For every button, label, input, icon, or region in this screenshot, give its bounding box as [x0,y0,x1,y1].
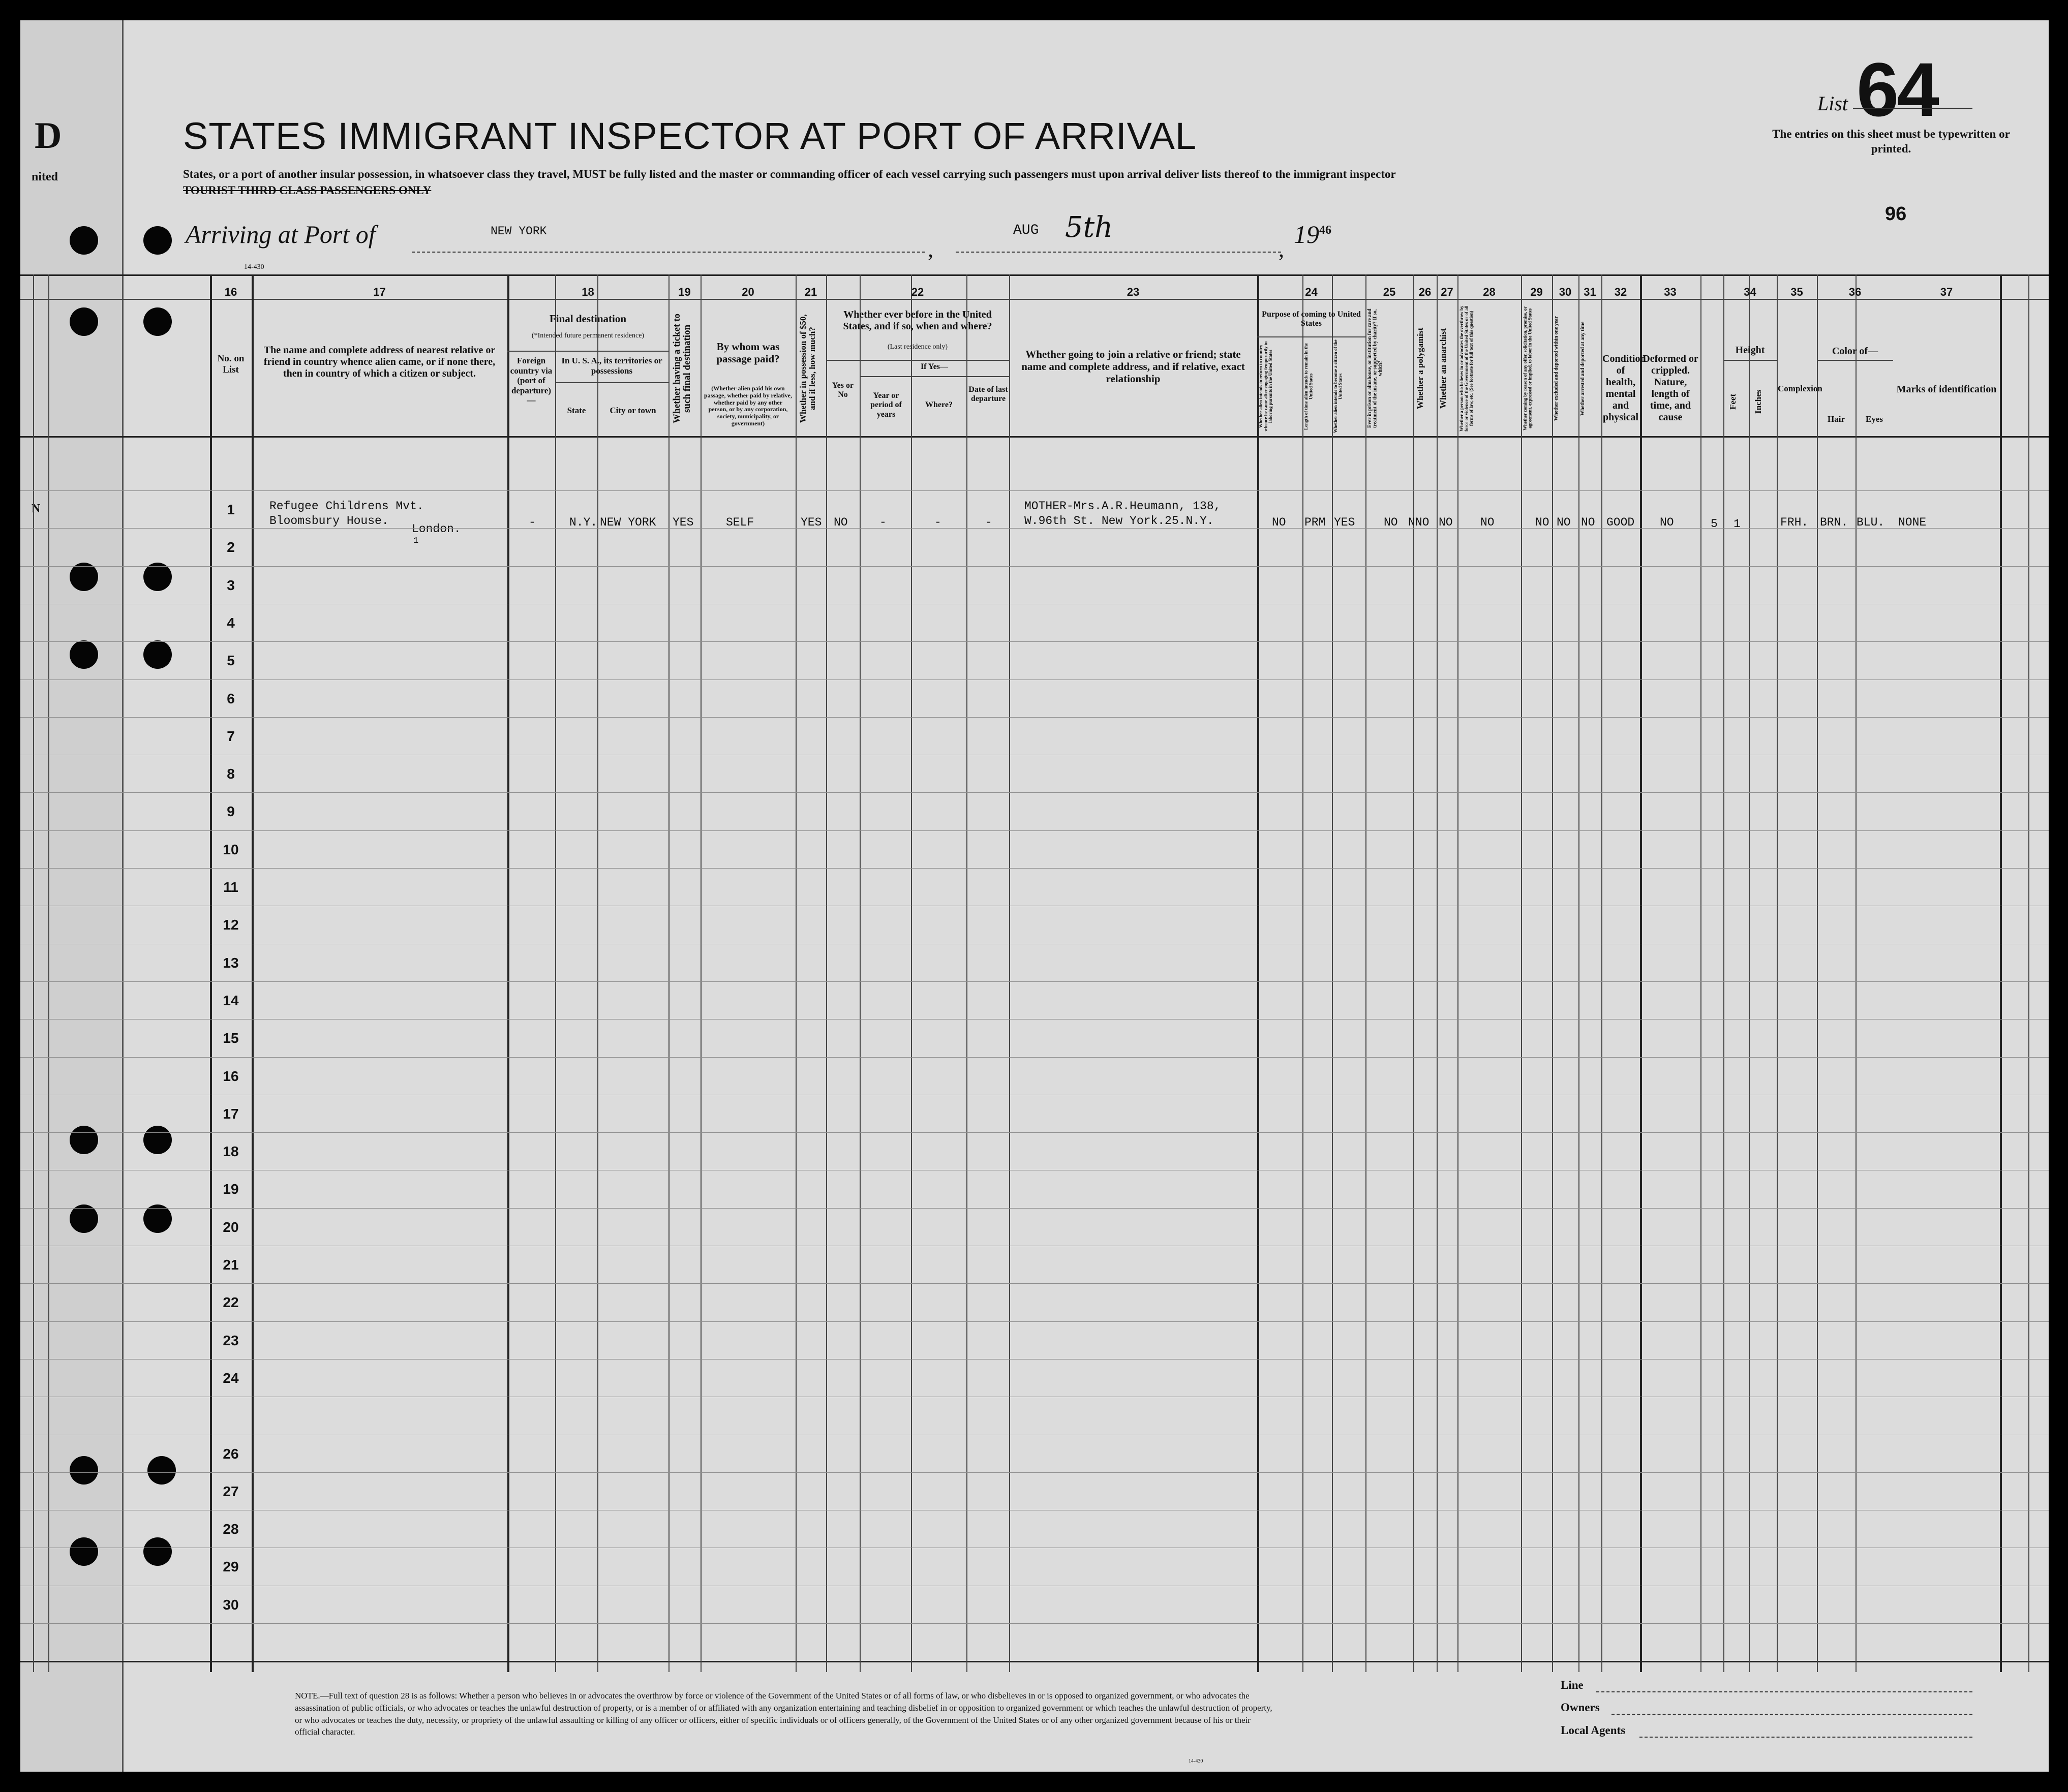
row-number: 19 [223,1181,239,1197]
row-number: 9 [227,804,235,819]
entry-anarchist: NO [1439,516,1453,529]
row-number: 7 [227,728,235,744]
header-hair: Hair [1828,414,1845,424]
col18-subdivider [507,351,668,352]
header-length-of-stay: Length of time alien intends to remain in the United States [1303,343,1314,430]
header-no-on-list: No. on List [217,353,245,375]
row-number: 20 [223,1219,239,1235]
row-number: 18 [223,1144,239,1159]
entry-polygamist: NNO [1408,516,1430,529]
punch-hole [70,640,98,669]
list-note: The entries on this sheet must be typewritten or printed. [1772,128,2010,155]
row-number: 8 [227,766,235,782]
column-rule [796,274,797,1672]
list-label: List [1817,92,1848,115]
entry-where: - [934,516,941,529]
column-rule [1009,274,1010,1672]
header-in-usa: In U. S. A., its territories or possessions [561,356,662,376]
row-rule [20,1623,2049,1624]
entry-relative-line2: Bloomsbury House. [269,514,389,528]
column-rule [210,274,212,1672]
colnum-35: 35 [1790,286,1803,298]
row-number: 1 [227,502,235,517]
row-number: 29 [223,1559,239,1574]
column-rule [1601,274,1602,1672]
entry-length-of-stay: PRM [1304,516,1326,529]
row-number: 14 [223,993,239,1008]
entry-deported: NO [1581,516,1595,529]
header-final-destination-note: (*Intended future permanent residence) [531,332,645,339]
column-rule [1437,274,1438,1672]
row-rule [20,1132,2049,1133]
column-rule [33,274,34,1672]
colnum-27: 27 [1441,286,1453,298]
entry-labor-offer: NO [1535,516,1549,529]
header-marks: Marks of identification [1896,384,1997,395]
row-rule [20,792,2049,793]
row-rule [20,528,2049,529]
colnum-34: 34 [1744,286,1756,298]
colnum-22: 22 [911,286,924,298]
entry-health: GOOD [1606,516,1635,529]
column-rule [555,274,556,1672]
manifest-sheet [20,20,2049,1772]
punch-hole [143,307,172,336]
punch-hole [70,1126,98,1154]
entry-prison: NO [1384,516,1398,529]
punch-hole [143,563,172,591]
header-prison: Ever in prison or almshouse, or institution for care and treatment of the insane, or supported by charity? If so, which? [1367,308,1383,428]
table-top-border [20,274,2049,276]
row-number: 17 [223,1106,239,1122]
header-bottom-border [20,436,2049,438]
left-fragment-1: D [35,115,62,157]
entry-citizen-intent: YES [1334,516,1355,529]
column-rule [1257,274,1259,1672]
owners-field [1611,1714,1972,1715]
header-city-or-town: City or town [610,406,656,415]
punch-hole [143,1537,172,1566]
entry-years: - [879,516,887,529]
column-rule [1552,274,1553,1672]
row-rule [20,1283,2049,1284]
list-number: 64 [1857,47,1937,132]
colnum-23: 23 [1127,286,1140,298]
colnum-24: 24 [1305,286,1318,298]
table-bottom-border [20,1661,2049,1662]
column-rule [701,274,702,1672]
footnote-question-28: NOTE.—Full text of question 28 is as follows: Whether a person who believes in or advocates the overthrow by force or violence of the Government of the United States or of all forms of law, or who disbelieves in or is opposed to organized government, or who advocates the assassination of public officials, or who advocates or teaches the unlawful destruction of property, or is a member of or affiliated with any organization entertaining and teaching disbelief in or opposition to organized government or which teaches the unlawful destruction of property, or who advocates or teaches the duty, necessity, or propriety of the unlawful assaulting or killing of any officer or officers, either of specific individuals or of officers generally, of the Government of the United States or of any other organized government because of his or their official character. [295,1691,1272,1737]
header-yes-or-no: Yes or No [832,381,854,399]
entry-return-intent: NO [1272,516,1286,529]
left-fragment-3: N [32,502,41,515]
left-page-strip [20,20,124,1772]
entry-passage-paid: SELF [726,516,754,529]
local-agents-field [1639,1737,1972,1738]
header-feet: Feet [1728,393,1738,410]
comma: , [1279,237,1284,262]
entry-marks: NONE [1898,516,1927,529]
row-number: 11 [223,879,238,895]
header-where: Where? [925,400,953,409]
row-number: 13 [223,955,239,971]
colnum-25: 25 [1383,286,1396,298]
header-foreign-country: Foreign country via (port of departure)— [510,356,553,406]
row-number: 16 [223,1068,239,1084]
year-prefix: 19 [1294,220,1319,249]
entry-state: N.Y. [569,516,598,529]
column-rule [1578,274,1579,1672]
owners-label: Owners [1561,1701,1600,1714]
row-number: 30 [223,1597,239,1613]
column-rule [1749,274,1750,1672]
sheet-number: 96 [1885,203,1907,225]
colnum-17: 17 [373,286,386,298]
punch-hole [143,1204,172,1233]
row-number: 23 [223,1333,239,1348]
header-labor-offer: Whether coming by reason of any offer, solicitation, promise, or agreement, expressed or implied, to labor in the United States [1523,306,1533,431]
header-before-in-us: Whether ever before in the United States, and if so, when and where? [843,309,992,332]
year-suffix: 46 [1319,224,1331,237]
line-label: Line [1561,1679,1584,1691]
column-rule [860,274,861,1672]
header-deformed: Deformed or crippled. Nature, length of time, and cause [1643,353,1698,423]
header-deported: Whether arrested and deported at any time [1580,321,1586,416]
header-return-intent: Whether alien intends to return to country whence he came after engaging temporarily in laboring pursuits in the United States [1258,341,1273,432]
entry-relative-city: London. [412,522,461,536]
header-eyes: Eyes [1866,414,1883,424]
column-rule [252,274,254,1672]
punch-hole [143,640,172,669]
punch-hole [143,226,172,255]
port-line [412,252,925,253]
header-color-of: Color of— [1832,346,1878,357]
column-rule [1413,274,1414,1672]
page-title: STATES IMMIGRANT INSPECTOR AT PORT OF ARRIVAL [183,115,1197,157]
header-if-yes: If Yes— [920,362,949,371]
header-excluded: Whether excluded and deported within one year [1554,316,1559,421]
colnum-28: 28 [1483,286,1496,298]
col22-subdivider [860,376,1009,377]
colnum-30: 30 [1559,286,1572,298]
row-rule [20,641,2049,642]
column-rule [48,274,49,1672]
entry-fifty-dollars: YES [801,516,822,529]
header-last-departure: Date of last departure [968,385,1008,404]
header-health: Condition of health, mental and physical [1602,353,1646,423]
punch-hole [70,226,98,255]
header-before-in-us-note: (Last residence only) [887,343,948,351]
punch-hole [70,1537,98,1566]
column-rule [1365,274,1366,1672]
struck-class-line: TOURIST THIRD CLASS PASSENGERS ONLY [183,184,432,197]
row-rule [20,830,2049,831]
row-number: 22 [223,1294,239,1310]
row-number: 28 [223,1521,239,1537]
entry-inches: 1 [1734,517,1741,531]
header-purpose: Purpose of coming to United States [1262,310,1361,328]
entry-relative-mark: 1 [413,536,419,546]
entry-foreign-country: - [529,516,536,529]
colnum-36: 36 [1848,286,1862,298]
row-number: 4 [227,615,235,631]
entry-feet: 5 [1711,517,1718,531]
column-rule [1302,274,1303,1672]
column-rule [826,274,827,1672]
col22-subdivider [826,360,1009,361]
colnum-29: 29 [1530,286,1543,298]
punch-hole [143,1126,172,1154]
column-rule [1817,274,1818,1672]
header-complexion: Complexion [1778,384,1822,393]
column-rule [966,274,967,1672]
column-rule [507,274,509,1672]
column-rule [2000,274,2002,1672]
row-rule [20,566,2049,567]
column-rule [1700,274,1701,1672]
port-value: NEW YORK [491,225,547,238]
row-rule [20,981,2049,982]
punch-hole [70,563,98,591]
arriving-label: Arriving at Port of [186,220,376,249]
colnum-37: 37 [1940,286,1953,298]
local-agents-label: Local Agents [1561,1724,1626,1737]
row-rule [20,1057,2049,1058]
entry-deformed: NO [1660,516,1674,529]
entry-before-in-us: NO [834,516,848,529]
header-overthrow: Whether a person who believes in or advocates the overthrow by force or violence of the Government of the United States or of all forms of law, etc. (See footnote for full text of this question) [1459,305,1474,431]
entry-city: NEW YORK [600,516,656,529]
row-rule [20,868,2049,869]
form-code-top: 14-430 [244,263,264,271]
header-years: Year or period of years [870,391,902,419]
row-number: 12 [223,917,239,933]
header-state: State [567,406,586,415]
row-number: 24 [223,1370,239,1386]
colnum-33: 33 [1664,286,1677,298]
header-relative-address: The name and complete address of nearest relative or friend in country whence alien came, or if none there, then in country of which a citizen or subject. [263,345,496,379]
col36-subdivider [1817,360,1893,361]
header-height: Height [1735,345,1765,356]
row-rule [20,1208,2049,1209]
row-rule [20,1321,2049,1322]
row-number: 5 [227,653,235,668]
colnum-18: 18 [582,286,594,298]
header-ticket: Whether having a ticket to such final destination [672,313,692,424]
header-join-relative: Whether going to join a relative or friend; state name and complete address, and if relative, exact relationship [1021,348,1245,385]
punch-hole [70,307,98,336]
row-number: 15 [223,1030,239,1046]
comma: , [928,237,933,262]
left-fragment-2: nited [32,170,58,183]
column-rule [1777,274,1778,1672]
punch-hole [70,1456,98,1485]
row-number: 2 [227,539,235,555]
header-final-destination: Final destination [549,313,627,325]
row-number: 21 [223,1257,239,1273]
colnum-20: 20 [742,286,754,298]
column-rule [1521,274,1522,1672]
column-rule [597,274,598,1672]
header-inches: Inches [1753,389,1763,414]
entry-last-departure: - [985,516,992,529]
col34-subdivider [1723,360,1777,361]
row-rule [20,1359,2049,1360]
colnum-19: 19 [678,286,691,298]
header-polygamist: Whether a polygamist [1415,327,1425,410]
colnum-21: 21 [804,286,817,298]
colnum-32: 32 [1614,286,1627,298]
entry-join-line1: MOTHER-Mrs.A.R.Heumann, 138, [1024,500,1221,513]
column-rule [1723,274,1724,1672]
header-passage-paid: By whom was passage paid? [716,341,780,365]
date-day: 5th [1065,211,1113,244]
entry-hair: BRN. [1820,516,1848,529]
entry-complexion: FRH. [1780,516,1809,529]
entry-relative-line1: Refugee Childrens Mvt. [269,500,424,513]
row-number: 6 [227,691,235,706]
entry-join-line2: W.96th St. New York.25.N.Y. [1024,514,1214,528]
row-rule [20,490,2049,491]
row-number: 27 [223,1484,239,1499]
form-code-bottom: 14-430 [1189,1758,1203,1764]
row-number: 3 [227,577,235,593]
column-rule [668,274,670,1672]
punch-hole [147,1456,176,1485]
subtitle: States, or a port of another insular possession, in whatsoever class they travel, MUST be fully listed and the master or commanding officer of each vessel carrying such passengers must upon arrival deliver lists thereof to the immigrant inspector [183,168,1396,180]
header-fifty-dollars: Whether in possession of $50, and if less, how much? [798,314,817,423]
col18-subdivider [555,382,668,383]
row-rule [20,1472,2049,1473]
punch-hole [70,1204,98,1233]
entry-overthrow: NO [1480,516,1495,529]
col24-subdivider [1257,336,1365,337]
row-number: 26 [223,1446,239,1462]
header-citizen-intent: Whether alien intends to become a citizen of the United States [1333,339,1343,434]
column-rule [1856,274,1857,1672]
entry-ticket: YES [673,516,694,529]
column-rule [2028,274,2029,1672]
row-rule [20,679,2049,680]
list-underline [1853,108,1972,109]
column-rule [911,274,912,1672]
colnum-31: 31 [1584,286,1596,298]
column-rule [1640,274,1642,1672]
header-passage-paid-note: (Whether alien paid his own passage, whether paid by relative, whether paid by any other person, or by any corporation, society, municipality, or government) [704,385,792,427]
entry-excluded: NO [1557,516,1571,529]
line-field [1596,1691,1972,1692]
row-number: 10 [223,842,239,857]
colnum-26: 26 [1418,286,1432,298]
entry-eyes: BLU. [1857,516,1885,529]
date-month: AUG [1013,223,1039,238]
date-line [956,252,1281,253]
column-rule [1457,274,1458,1672]
column-number-divider [20,299,2049,300]
header-anarchist: Whether an anarchist [1438,328,1448,409]
row-rule [20,717,2049,718]
column-rule [1332,274,1333,1672]
colnum-16: 16 [224,286,237,298]
